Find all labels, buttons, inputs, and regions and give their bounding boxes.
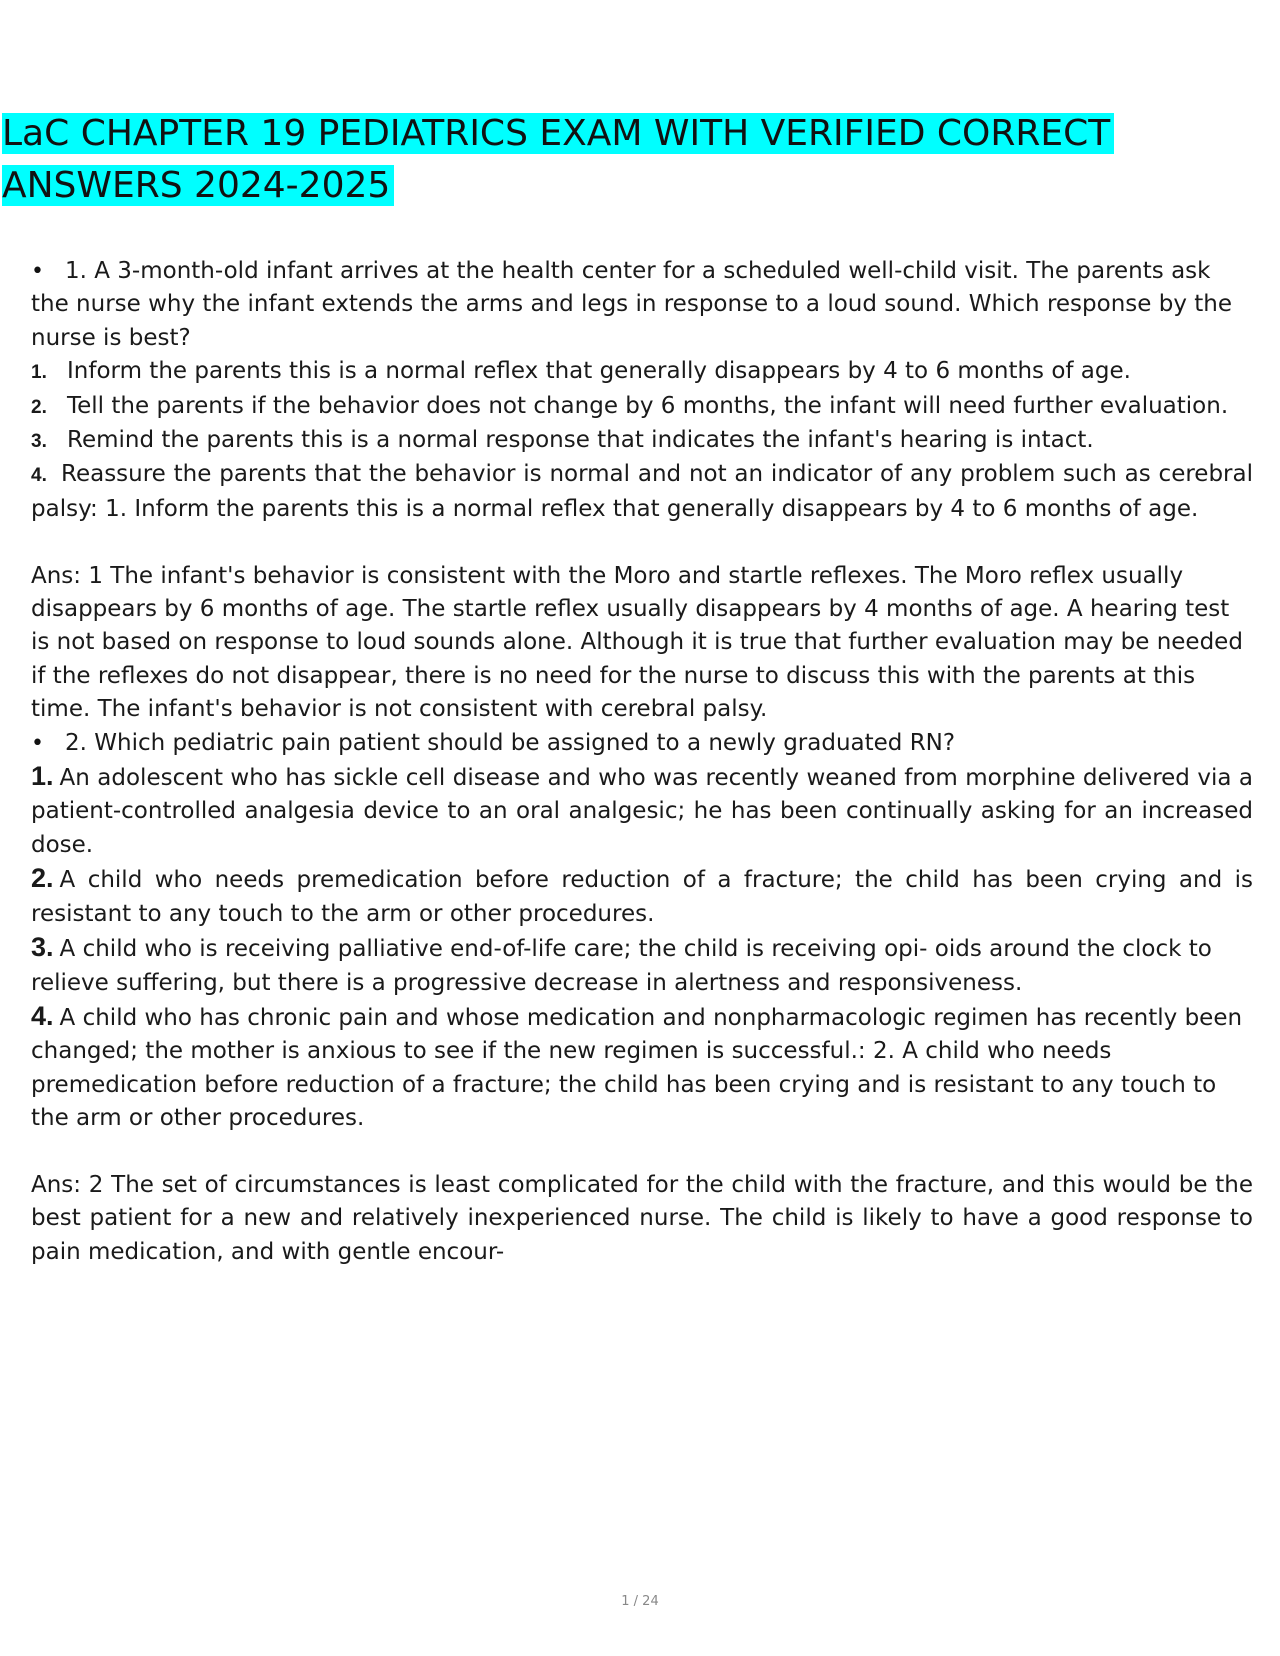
bullet-icon: • bbox=[31, 259, 44, 284]
document-body bbox=[31, 255, 1253, 1269]
question-stem bbox=[31, 255, 1253, 355]
option-text: Reassure the parents that the behavior is normal and not an indicator of any problem such as cerebral palsy: 1. Inform the parents this is a normal reflex that generally disappears by 4 to 6 months of age. bbox=[31, 461, 1253, 522]
document-title bbox=[2, 108, 1178, 212]
option-text: Tell the parents if the behavior does not change by 6 months, the infant will need further evaluation. bbox=[67, 392, 1229, 419]
answer-option bbox=[31, 390, 1253, 424]
answer-option bbox=[31, 760, 1253, 862]
answer-rationale: Ans: 2 The set of circumstances is least complicated for the child with the fracture, and this would be the best patient for a new and relatively inexperienced nurse. The child is likely to have a good response to pain medication, and with gentle encour- bbox=[31, 1171, 1253, 1265]
option-text: An adolescent who has sickle cell disease and who was recently weaned from morphine delivered via a patient-controlled analgesia device to an oral analgesic; he has been continually asking for an increased dose. bbox=[31, 765, 1253, 858]
option-number: 4. bbox=[31, 1000, 54, 1031]
answer-option bbox=[31, 931, 1253, 1000]
option-number: 3. bbox=[31, 431, 47, 453]
paragraph-spacer bbox=[31, 1136, 1253, 1169]
answer-rationale: Ans: 1 The infant's behavior is consistent with the Moro and startle reflexes. The Moro reflex usually disappears by 6 months of age. The startle reflex usually disappears by 4 months of age. A hearing test is not based on response to loud sounds alone. Although it is true that further evaluation may be needed if the reflexes do not disappear, there is no need for the nurse to discuss this with the parents at this time. The infant's behavior is not consistent with cerebral palsy. bbox=[31, 562, 1243, 723]
bullet-icon: • bbox=[31, 730, 44, 756]
option-number: 2. bbox=[31, 863, 54, 894]
option-number: 3. bbox=[31, 932, 54, 963]
option-text: A child who is receiving palliative end-of-life care; the child is receiving opi- oids around the clock to relieve suffering, but there is a progressive decrease in alertness and responsiveness. bbox=[31, 936, 1212, 996]
question-2 bbox=[31, 727, 1253, 1269]
option-text: Remind the parents this is a normal response that indicates the infant's hearing is intact. bbox=[67, 427, 1094, 454]
option-number: 1. bbox=[31, 362, 47, 384]
option-number: 1. bbox=[31, 761, 54, 792]
answer-option bbox=[31, 355, 1253, 389]
answer-option bbox=[31, 1000, 1253, 1136]
question-stem-text: 2. Which pediatric pain patient should be assigned to a newly graduated RN? bbox=[65, 729, 956, 756]
question-stem-text: 1. A 3-month-old infant arrives at the health center for a scheduled well-child visit. The parents ask the nurse why the infant extends the arms and legs in response to a loud sound. Which response by the nurse is best? bbox=[31, 258, 1232, 351]
answer-option bbox=[31, 424, 1253, 458]
paragraph-spacer bbox=[31, 526, 1253, 559]
option-number: 2. bbox=[31, 396, 47, 418]
option-text: A child who has chronic pain and whose medication and nonpharmacologic regimen has recently been changed; the mother is anxious to see if the new regimen is successful.: 2. A child who needs premedication before reduction of a fracture; the child has been crying and is resistant to any touch to the arm or other procedures. bbox=[31, 1004, 1243, 1132]
answer-option bbox=[31, 862, 1253, 931]
page-indicator: 1 / 24 bbox=[621, 1594, 659, 1609]
title-highlight: LaC CHAPTER 19 PEDIATRICS EXAM WITH VERIFIED CORRECT ANSWERS 2024-2025 bbox=[2, 113, 1114, 206]
option-text: A child who needs premedication before reduction of a fracture; the child has been crying and is resistant to any touch to the arm or other procedures. bbox=[31, 867, 1253, 927]
answer-option bbox=[31, 458, 1253, 526]
option-number: 4. bbox=[31, 465, 47, 487]
question-stem bbox=[31, 727, 1253, 760]
option-text: Inform the parents this is a normal reflex that generally disappears by 4 to 6 months of age. bbox=[67, 358, 1131, 385]
question-1 bbox=[31, 255, 1253, 727]
